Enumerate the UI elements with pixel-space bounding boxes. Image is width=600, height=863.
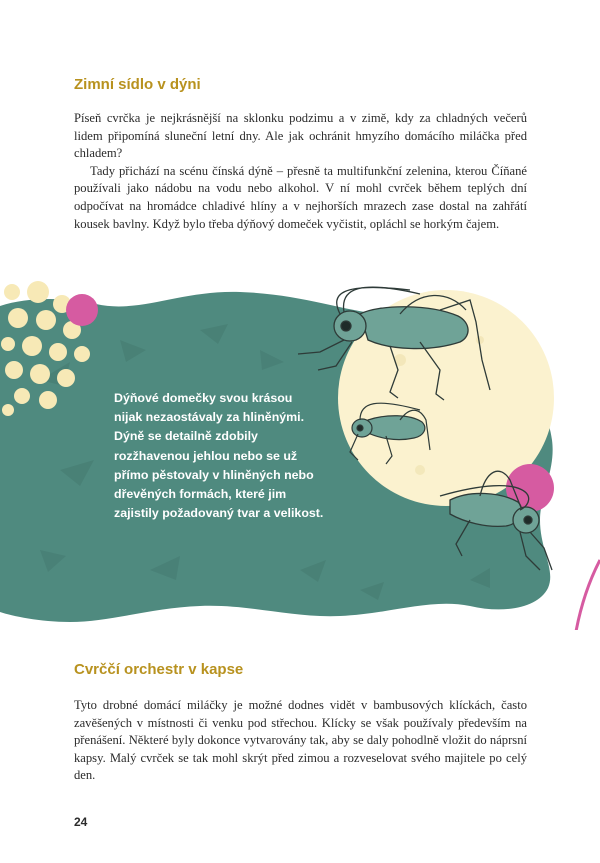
pink-arc [570, 560, 600, 630]
pink-circle [66, 294, 98, 326]
section2-body [74, 697, 527, 785]
paragraph: Tady přichází na scénu čínská dýně – přesně ta multifunkční zelenina, kterou Číňané používali jako nádobu na vodu nebo alkohol. V ní mohl cvrček během teplých dní odpočívat na hromádce chladivé hlíny a v nejhorších mrazech zase dostal na zahřátí kousek bavlny. Když bylo třeba dýňový domeček vyčistit, opláchl se horkým čajem. [74, 163, 527, 231]
section-title-orchestra: Cvrččí orchestr v kapse [74, 661, 244, 678]
paragraph: Tyto drobné domácí miláčky je možné dodnes vidět v bambusových klíckách, často zavěšených v místnosti či venku pod střechou. Klícky se však používaly především na přenášení. Některé byly dokonce vytvarovány tak, aby se daly pohodlně vložit do náprsní kapsy. Malý cvrček se tak mohl skrýt před zimou a rozveselovat svého majitele po celý den. [74, 698, 527, 783]
callout-text: Dýňové domečky svou krásou nijak nezaostávaly za hliněnými. Dýně se detailně zdobily rozžhavenou jehlou nebo se už přímo pěstovaly v hliněných nebo dřevěných formách, které jim zajistily požadovaný tvar a velikost. [114, 391, 324, 521]
section1-body [74, 110, 527, 233]
page-number: 24 [74, 815, 88, 829]
section-title-pumpkin-home: Zimní sídlo v dýni [74, 76, 201, 93]
paragraph: Píseň cvrčka je nejkrásnější na sklonku podzimu a v zimě, kdy za chladných večerů lidem připomíná sluneční letní dny. Ale jak ochránit hmyzího domácího miláčka před chladem? [74, 111, 527, 161]
